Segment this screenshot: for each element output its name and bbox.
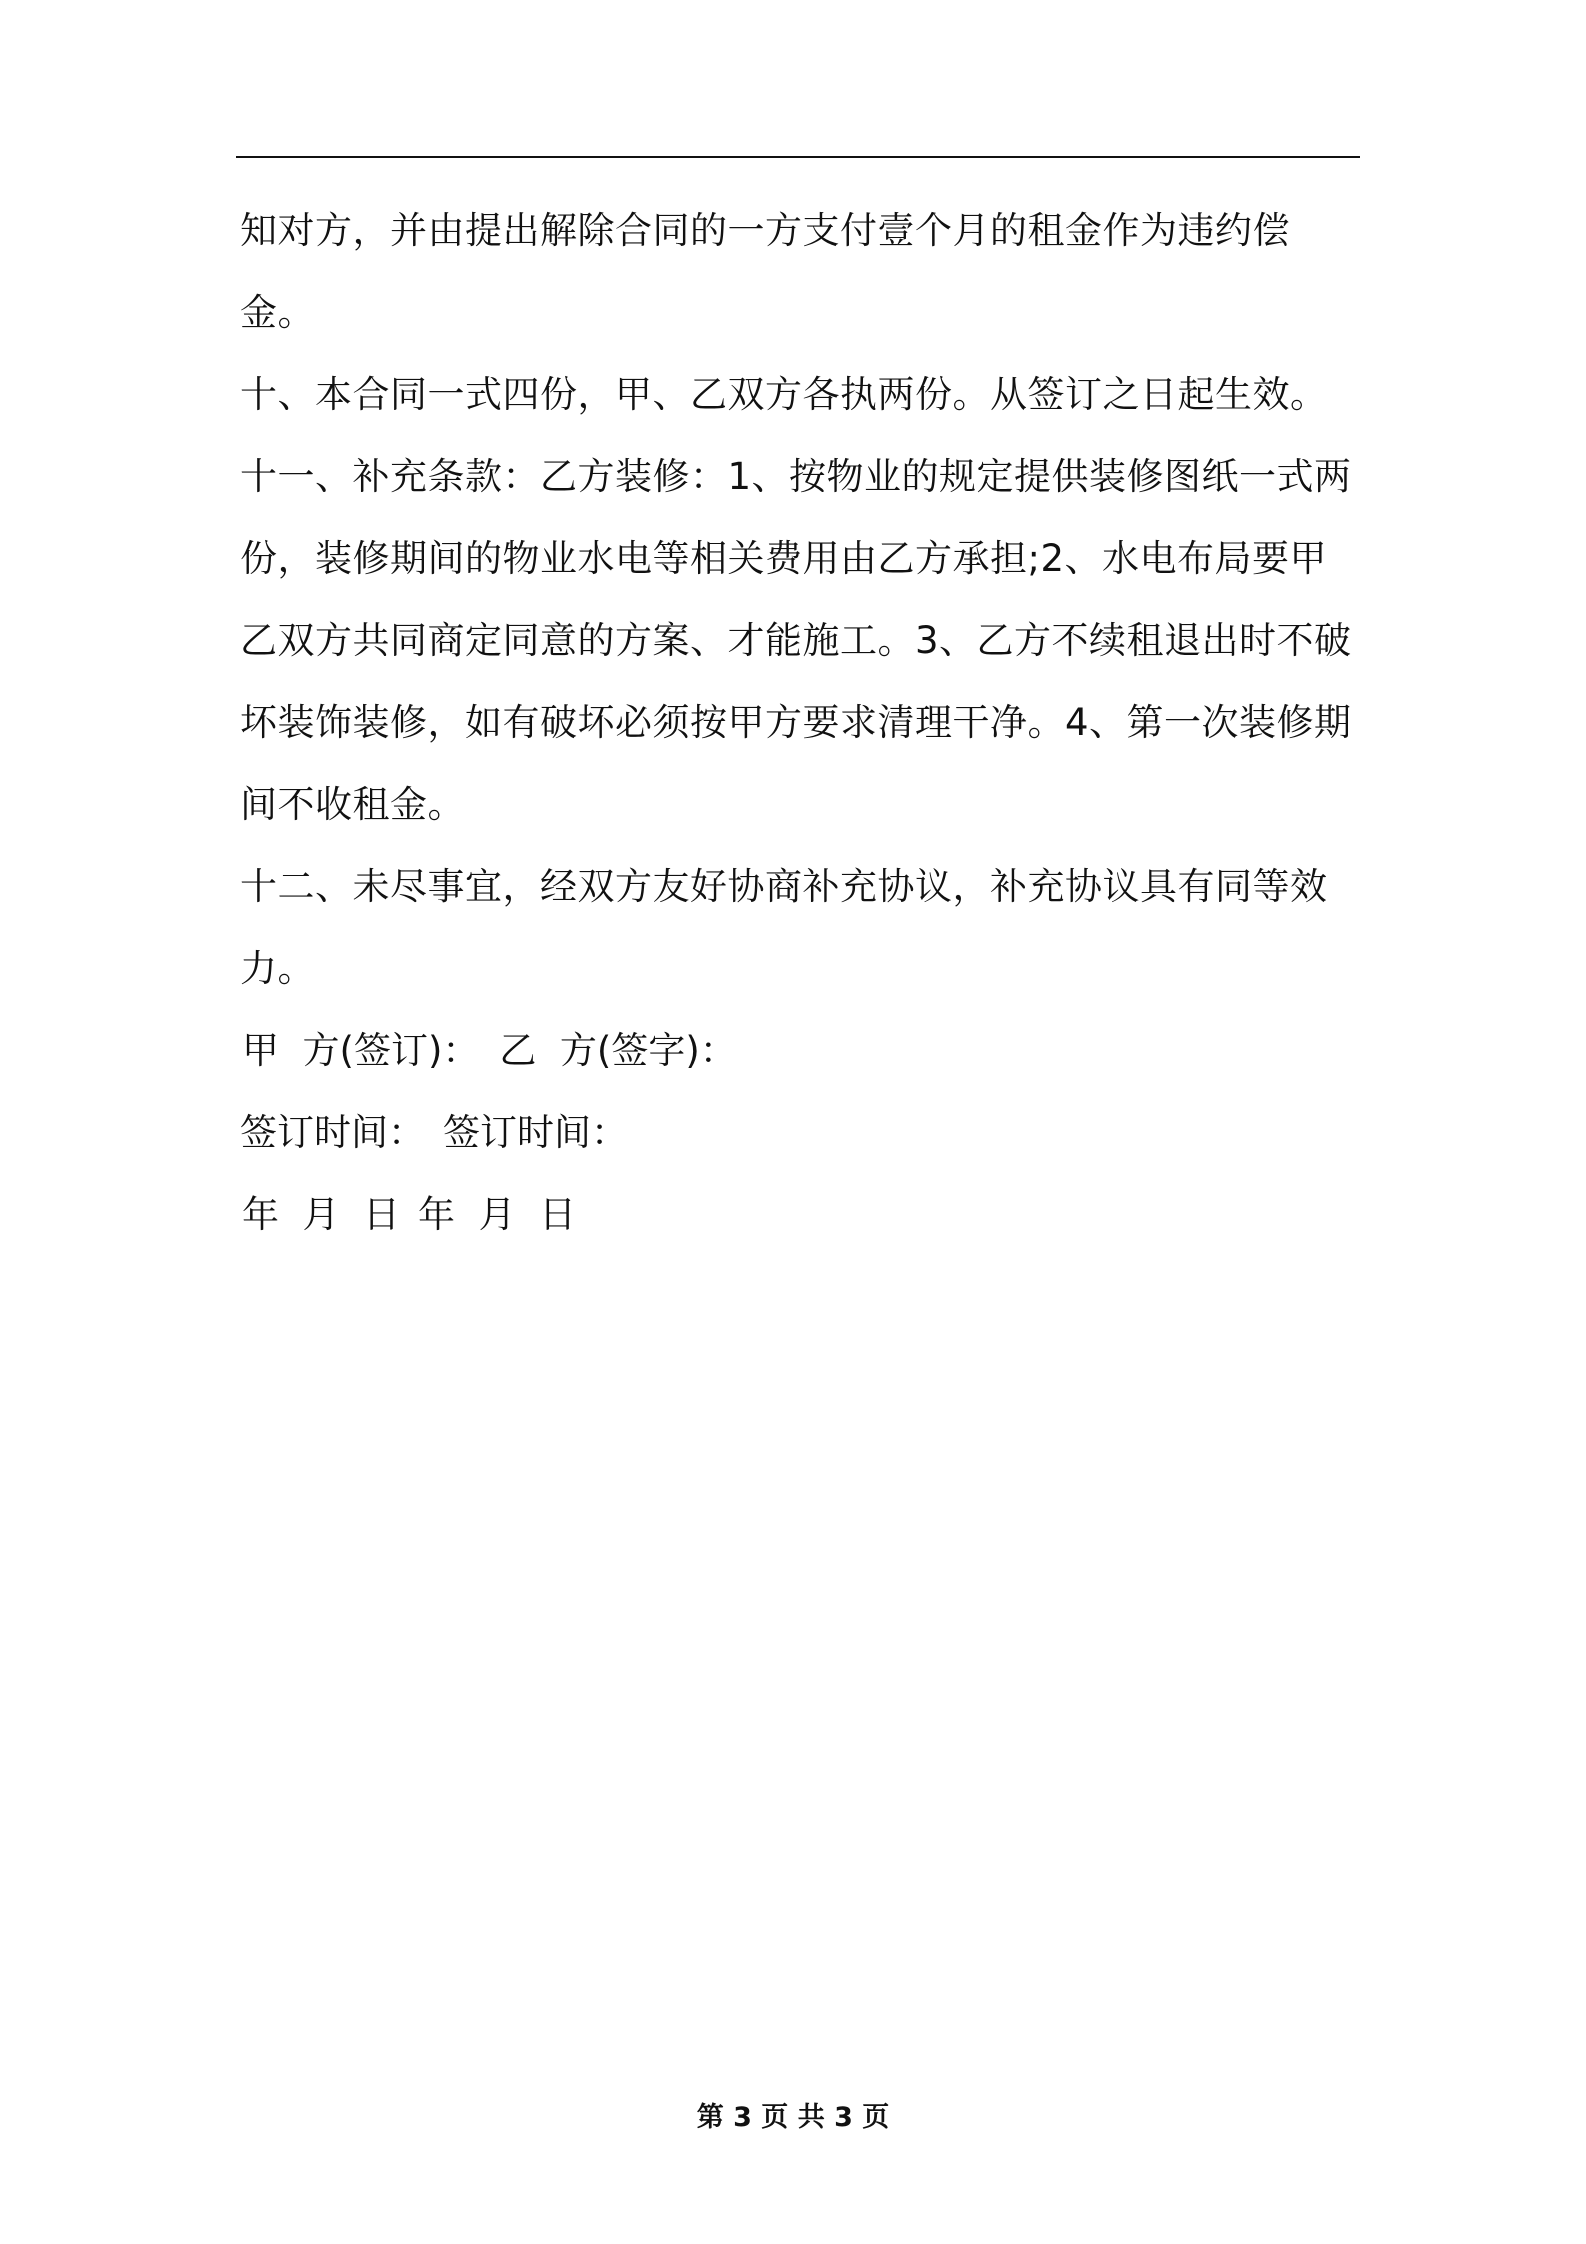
party-a-time-label: 签订时间： [240, 1111, 425, 1154]
party-a-signature-label: 甲 方(签订)： [242, 1029, 480, 1072]
party-b-date-label: 年 月 日 [418, 1193, 577, 1236]
document-body [240, 190, 1364, 1256]
party-b-time-label: 签订时间： [443, 1111, 628, 1154]
paragraph-continuation: 知对方，并由提出解除合同的一方支付壹个月的租金作为违约偿金。 [240, 209, 1290, 334]
signature-parties-row [240, 1010, 1364, 1092]
party-b-signature-label: 乙 方(签字)： [499, 1029, 737, 1072]
header-rule [236, 156, 1360, 158]
page-number-footer: 第 3 页 共 3 页 [696, 2102, 890, 2133]
signature-time-row [240, 1092, 1364, 1174]
clause-twelve: 十二、未尽事宜，经双方友好协商补充协议，补充协议具有同等效力。 [240, 865, 1328, 990]
party-a-date-label: 年 月 日 [242, 1193, 401, 1236]
clause-ten: 十、本合同一式四份，甲、乙双方各执两份。从签订之日起生效。 [240, 373, 1328, 416]
signature-date-row [240, 1174, 1364, 1256]
clause-eleven: 十一、补充条款：乙方装修：1、按物业的规定提供装修图纸一式两份，装修期间的物业水电等相关费用由乙方承担;2、水电布局要甲乙双方共同商定同意的方案、才能施工。3、乙方不续租退出时不破坏装饰装修，如有破坏必须按甲方要求清理干净。4、第一次装修期间不收租金。 [240, 455, 1352, 826]
